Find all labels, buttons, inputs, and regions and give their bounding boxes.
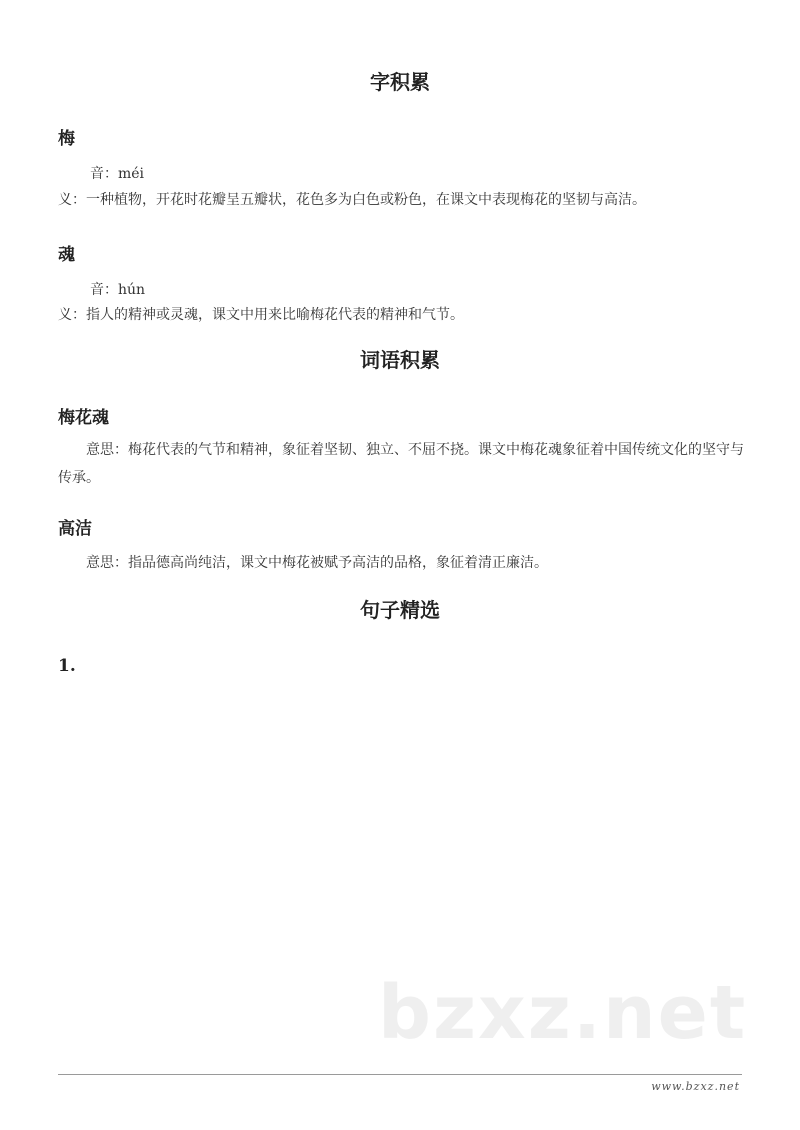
word-meaning-meihuahun: 意思：梅花代表的气节和精神，象征着坚韧、独立、不屈不挠。课文中梅花魂象征着中国传统文化的坚守与传承。 bbox=[58, 442, 744, 486]
word-meaning-gaojie: 意思：指品德高尚纯洁，课文中梅花被赋予高洁的品格，象征着清正廉洁。 bbox=[86, 555, 548, 571]
watermark-logo: bzxz.net bbox=[378, 970, 748, 1056]
meaning-line-hun: 义：指人的精神或灵魂，课文中用来比喻梅花代表的精神和气节。 bbox=[58, 307, 464, 323]
section-title-words: 词语积累 bbox=[360, 348, 440, 372]
character-heading-hun: 魂 bbox=[58, 245, 75, 265]
section-title-sentences: 句子精选 bbox=[360, 598, 440, 622]
meaning-line-mei: 义：一种植物，开花时花瓣呈五瓣状，花色多为白色或粉色，在课文中表现梅花的坚韧与高洁。 bbox=[58, 192, 646, 208]
footer-divider bbox=[58, 1074, 742, 1075]
word-heading-meihuahun: 梅花魂 bbox=[58, 408, 109, 428]
section-title-characters: 字积累 bbox=[370, 70, 430, 94]
word-heading-gaojie: 高洁 bbox=[58, 519, 92, 539]
sentence-item-number: 1. bbox=[58, 656, 76, 676]
pinyin-line-hun: 音：hún bbox=[90, 282, 146, 298]
character-heading-mei: 梅 bbox=[58, 129, 75, 149]
footer-url: www.bzxz.net bbox=[651, 1080, 740, 1093]
pinyin-line-mei: 音：méi bbox=[90, 166, 145, 182]
